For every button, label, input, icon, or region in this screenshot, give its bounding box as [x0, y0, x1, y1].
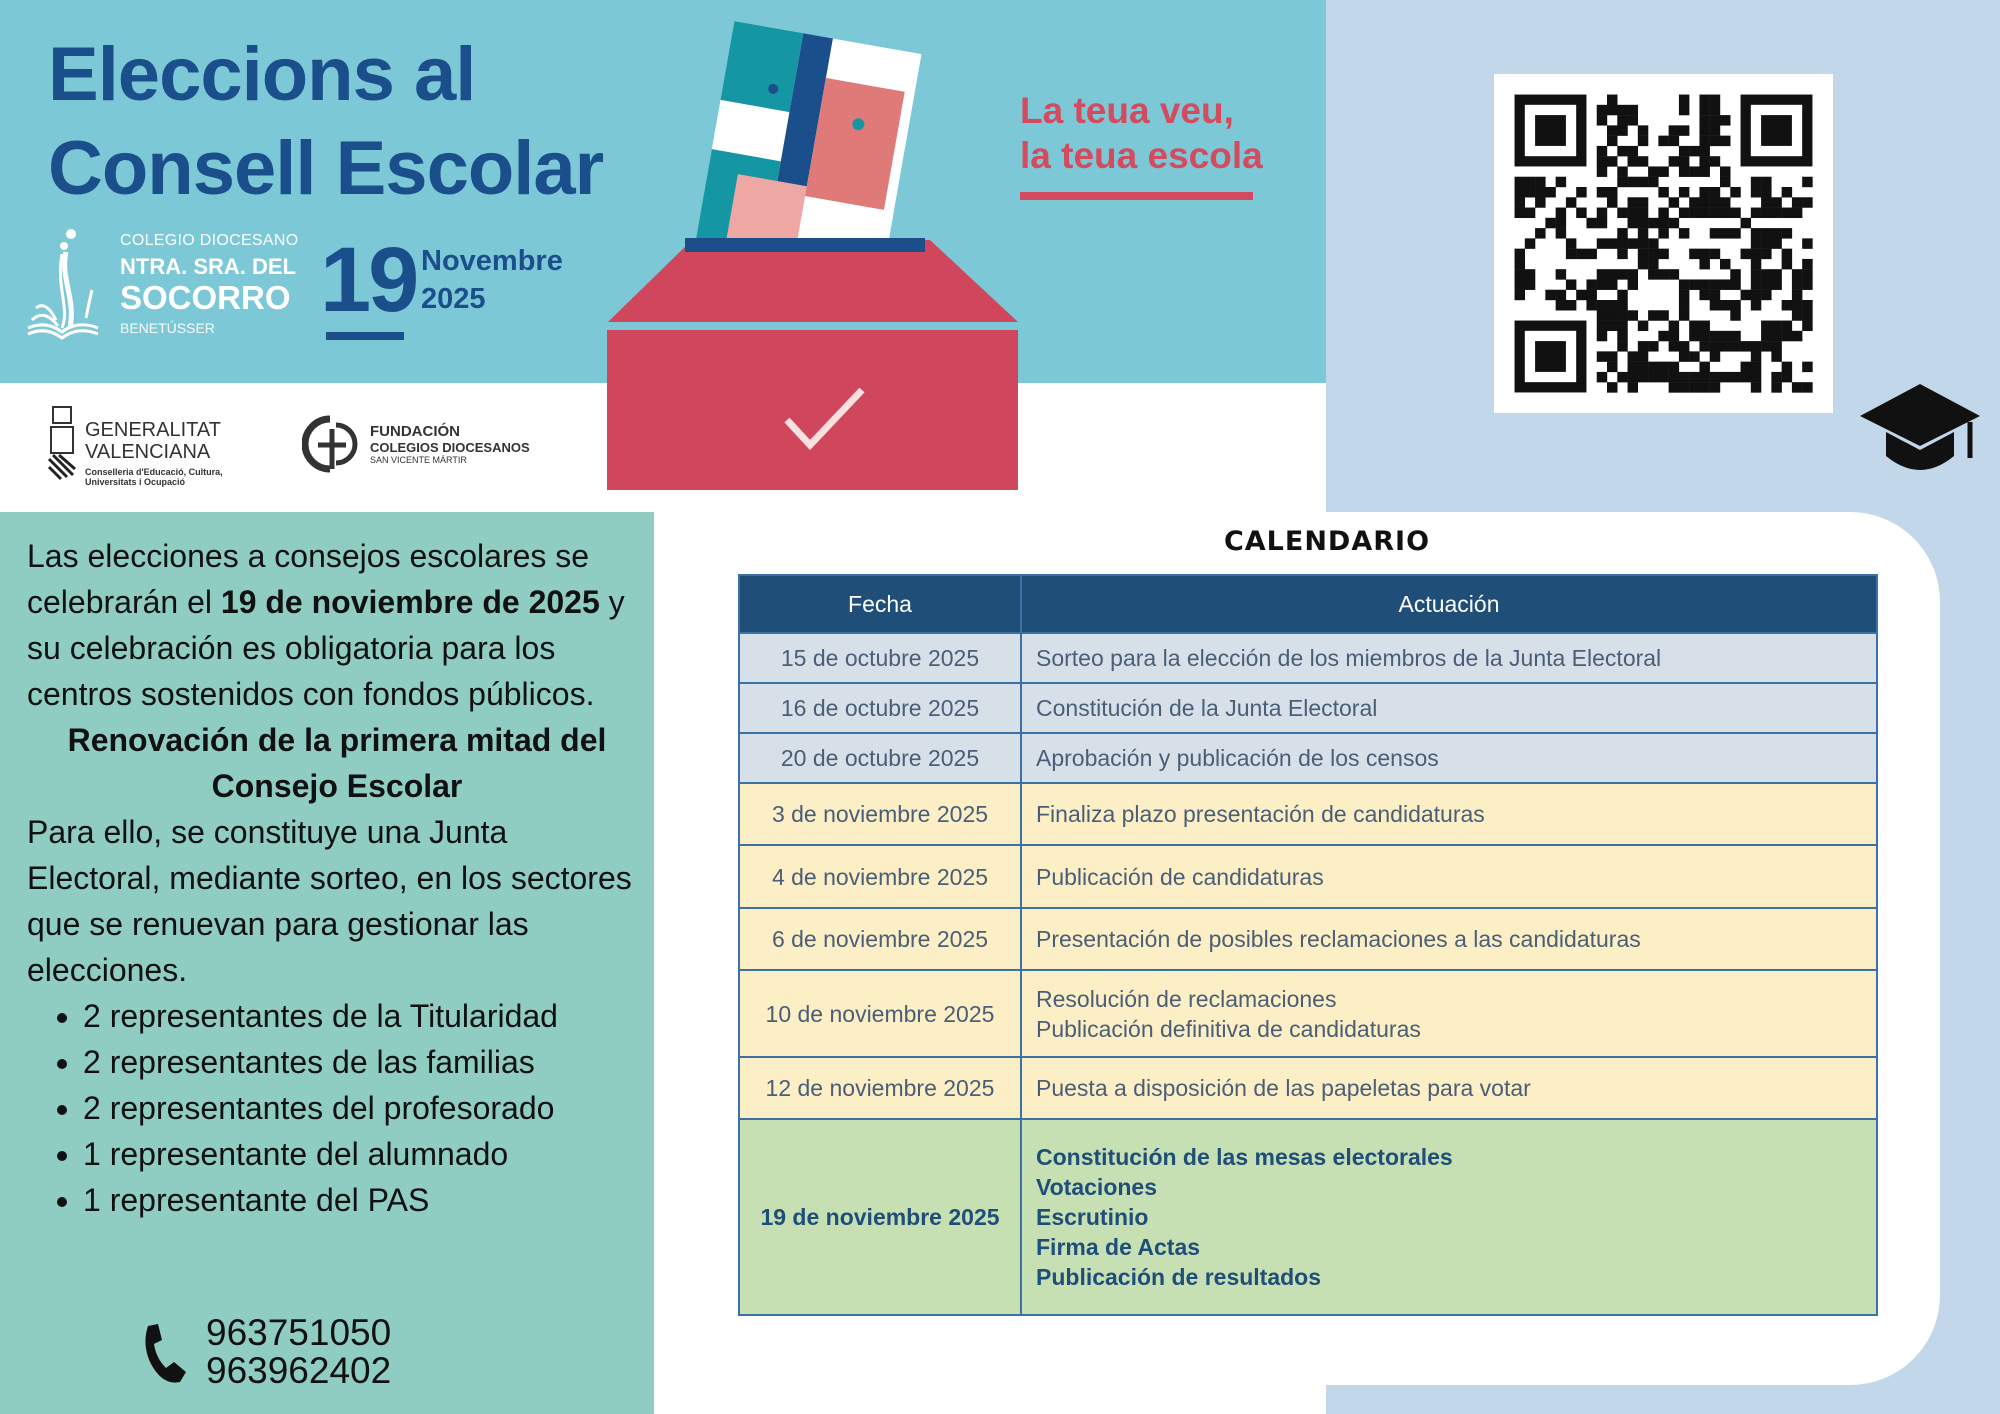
table-row — [739, 908, 1877, 970]
election-info — [27, 533, 647, 1223]
action-text: Firma de Actas — [1036, 1234, 1201, 1260]
table-row — [739, 1119, 1877, 1315]
row-actions — [1021, 733, 1877, 783]
row-actions — [1021, 908, 1877, 970]
row-date: 12 de noviembre 2025 — [739, 1057, 1021, 1119]
row-date: 15 de octubre 2025 — [739, 633, 1021, 683]
action-text: Puesta a disposición de las papeletas para votar — [1036, 1075, 1531, 1101]
graduation-cap-icon — [1858, 380, 1982, 484]
intro-paragraph — [27, 533, 647, 717]
table-row — [739, 1057, 1877, 1119]
slogan-underline — [1020, 192, 1253, 200]
column-header-fecha: Fecha — [739, 575, 1021, 633]
year-label: 2025 — [421, 283, 486, 315]
row-date: 10 de noviembre 2025 — [739, 970, 1021, 1057]
action-text: Constitución de las mesas electorales — [1036, 1144, 1453, 1170]
logo-text: FUNDACIÓN — [370, 423, 460, 440]
action-text: Resolución de reclamaciones — [1036, 985, 1337, 1012]
panel-bottom — [654, 1380, 1326, 1414]
slogan-line: la teua escola — [1020, 135, 1263, 176]
election-day: 19 — [320, 229, 417, 331]
list-item: • 1 representante del alumnado — [83, 1131, 647, 1177]
generalitat-crest-icon — [47, 405, 77, 483]
school-line: NTRA. SRA. DEL — [120, 254, 296, 279]
list-item: • 2 representantes del profesorado — [83, 1085, 647, 1131]
title-line: Consell Escolar — [48, 126, 604, 211]
action-text: Presentación de posibles reclamaciones a las candidaturas — [1036, 926, 1641, 952]
row-date: 6 de noviembre 2025 — [739, 908, 1021, 970]
election-month — [421, 242, 563, 318]
qr-code[interactable] — [1494, 74, 1833, 413]
calendar-title: CALENDARIO — [1223, 526, 1431, 557]
list-item: • 2 representantes de la Titularidad — [83, 993, 647, 1039]
month-label: Novembre — [421, 245, 563, 277]
logo-text: Conselleria d'Educació, Cultura, — [85, 467, 223, 477]
table-row — [739, 783, 1877, 845]
action-text: Constitución de la Junta Electoral — [1036, 695, 1378, 721]
representatives-list — [83, 993, 647, 1223]
row-actions — [1021, 1119, 1877, 1315]
row-actions — [1021, 683, 1877, 733]
action-text: Publicación definitiva de candidaturas — [1036, 1015, 1421, 1042]
row-date: 3 de noviembre 2025 — [739, 783, 1021, 845]
slogan-line: La teua veu, — [1020, 90, 1234, 131]
table-row — [739, 845, 1877, 908]
election-date-highlight: 19 de noviembre de 2025 — [220, 584, 600, 620]
school-line: COLEGIO DIOCESANO — [120, 232, 299, 249]
date-underline — [326, 332, 404, 340]
renewal-subtitle: Renovación de la primera mitad del Consejo Escolar — [67, 722, 607, 804]
phone-icon — [140, 1322, 190, 1386]
logo-text: SAN VICENTE MÁRTIR — [370, 455, 467, 465]
table-row — [739, 733, 1877, 783]
row-actions — [1021, 633, 1877, 683]
logo-text: GENERALITAT — [85, 419, 221, 441]
title-line: Eleccions al — [48, 32, 476, 117]
phone-number[interactable]: 963962402 — [206, 1350, 392, 1391]
intro-text: Las elecciones a consejos escolares se celebrarán el — [27, 538, 590, 620]
action-text: Publicación de resultados — [1036, 1264, 1322, 1290]
row-date: 4 de noviembre 2025 — [739, 845, 1021, 908]
phone-number[interactable]: 963751050 — [206, 1312, 392, 1353]
row-actions — [1021, 1057, 1877, 1119]
fundacion-logo — [302, 415, 530, 473]
intro-text: y su celebración es obligatoria para los centros sostenidos con fondos públicos. — [27, 584, 625, 712]
row-actions — [1021, 783, 1877, 845]
action-text: Aprobación y publicación de los censos — [1036, 745, 1439, 771]
list-item: • 1 representante del PAS — [83, 1177, 647, 1223]
generalitat-logo — [47, 405, 223, 487]
column-header-actuacion: Actuación — [1021, 575, 1877, 633]
school-name — [120, 232, 298, 336]
row-date: 19 de noviembre 2025 — [739, 1119, 1021, 1315]
junta-paragraph: Para ello, se constituye una Junta Electoral, mediante sorteo, en los sectores que se renuevan para gestionar las elecciones. — [27, 814, 632, 988]
action-text: Sorteo para la elección de los miembros de la Junta Electoral — [1036, 645, 1662, 671]
action-text: Publicación de candidaturas — [1036, 863, 1324, 890]
table-row — [739, 633, 1877, 683]
table-row — [739, 683, 1877, 733]
action-text: Escrutinio — [1036, 1204, 1149, 1230]
action-text: Votaciones — [1036, 1174, 1157, 1200]
row-actions — [1021, 845, 1877, 908]
logo-text: VALENCIANA — [85, 441, 211, 463]
row-date: 16 de octubre 2025 — [739, 683, 1021, 733]
logo-text: COLEGIOS DIOCESANOS — [370, 440, 530, 455]
action-text: Finaliza plazo presentación de candidaturas — [1036, 801, 1485, 827]
table-row — [739, 970, 1877, 1057]
list-item: • 2 representantes de las familias — [83, 1039, 647, 1085]
logo-text: Universitats i Ocupació — [85, 477, 186, 487]
row-actions — [1021, 970, 1877, 1057]
table-header — [739, 575, 1877, 633]
school-line: SOCORRO — [120, 279, 291, 316]
school-logo-icon — [26, 228, 100, 340]
page-title — [48, 28, 603, 216]
contact-phones — [206, 1314, 391, 1390]
ballot-box-illustration — [600, 20, 1020, 490]
calendar-table — [738, 574, 1878, 1316]
fundacion-cross-icon — [302, 415, 358, 473]
row-date: 20 de octubre 2025 — [739, 733, 1021, 783]
school-location: BENETÚSSER — [120, 320, 215, 336]
slogan — [1020, 88, 1263, 178]
qr-code-icon — [1494, 74, 1833, 413]
